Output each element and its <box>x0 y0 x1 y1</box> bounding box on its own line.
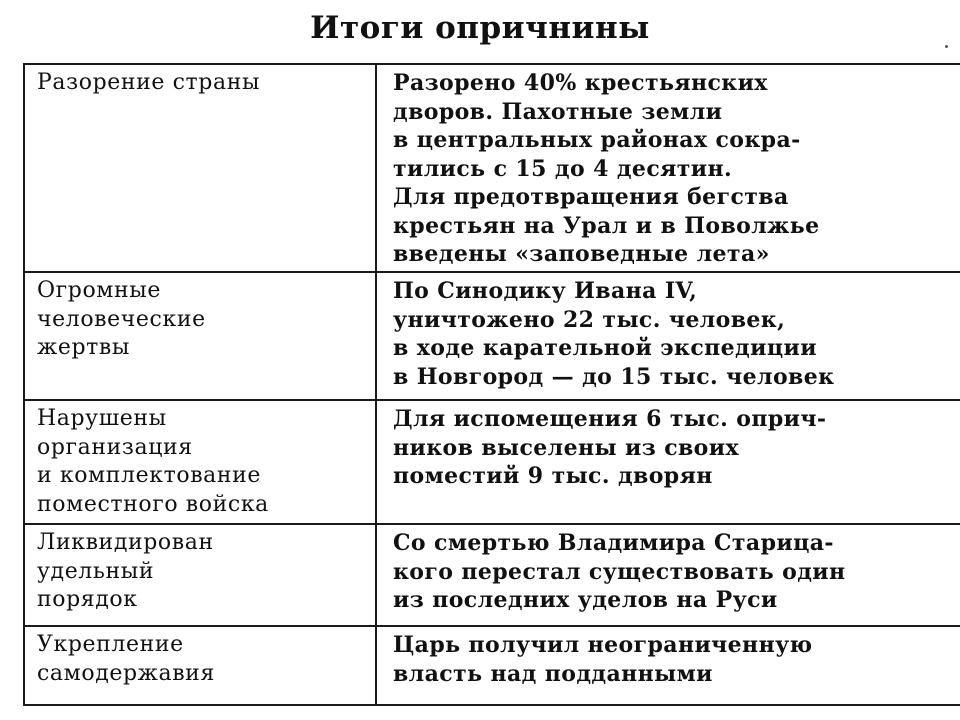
detail-cell: Для испомещения 6 тыс. оприч- ников выселены из своих поместий 9 тыс. дворян <box>376 400 960 524</box>
topic-cell: Нарушены организация и комплектование поместного войска <box>24 400 376 524</box>
scan-speck <box>945 45 948 48</box>
detail-cell: Со смертью Владимира Старица- кого перестал существовать один из последних уделов на Руси <box>376 524 960 626</box>
page-title: Итоги опричнины <box>310 10 650 46</box>
table-row <box>24 400 960 524</box>
topic-cell: Огромные человеческие жертвы <box>24 272 376 400</box>
table-row <box>24 524 960 626</box>
detail-cell: Разорено 40% крестьянских дворов. Пахотные земли в центральных районах сокра- тились с 15 до 4 десятин. Для предотвращения бегства крестьян на Урал и в Поволжье введены «заповедные лета» <box>376 64 960 272</box>
topic-cell: Укрепление самодержавия <box>24 626 376 705</box>
table-row <box>24 64 960 272</box>
detail-cell: Царь получил неограниченную власть над подданными <box>376 626 960 705</box>
topic-cell: Разорение страны <box>24 64 376 272</box>
table-row <box>24 626 960 705</box>
detail-cell: По Синодику Ивана IV, уничтожено 22 тыс. человек, в ходе карательной экспедиции в Новгород — до 15 тыс. человек <box>376 272 960 400</box>
topic-cell: Ликвидирован удельный порядок <box>24 524 376 626</box>
table-row <box>24 272 960 400</box>
oprichnina-outcomes-table <box>23 63 960 706</box>
